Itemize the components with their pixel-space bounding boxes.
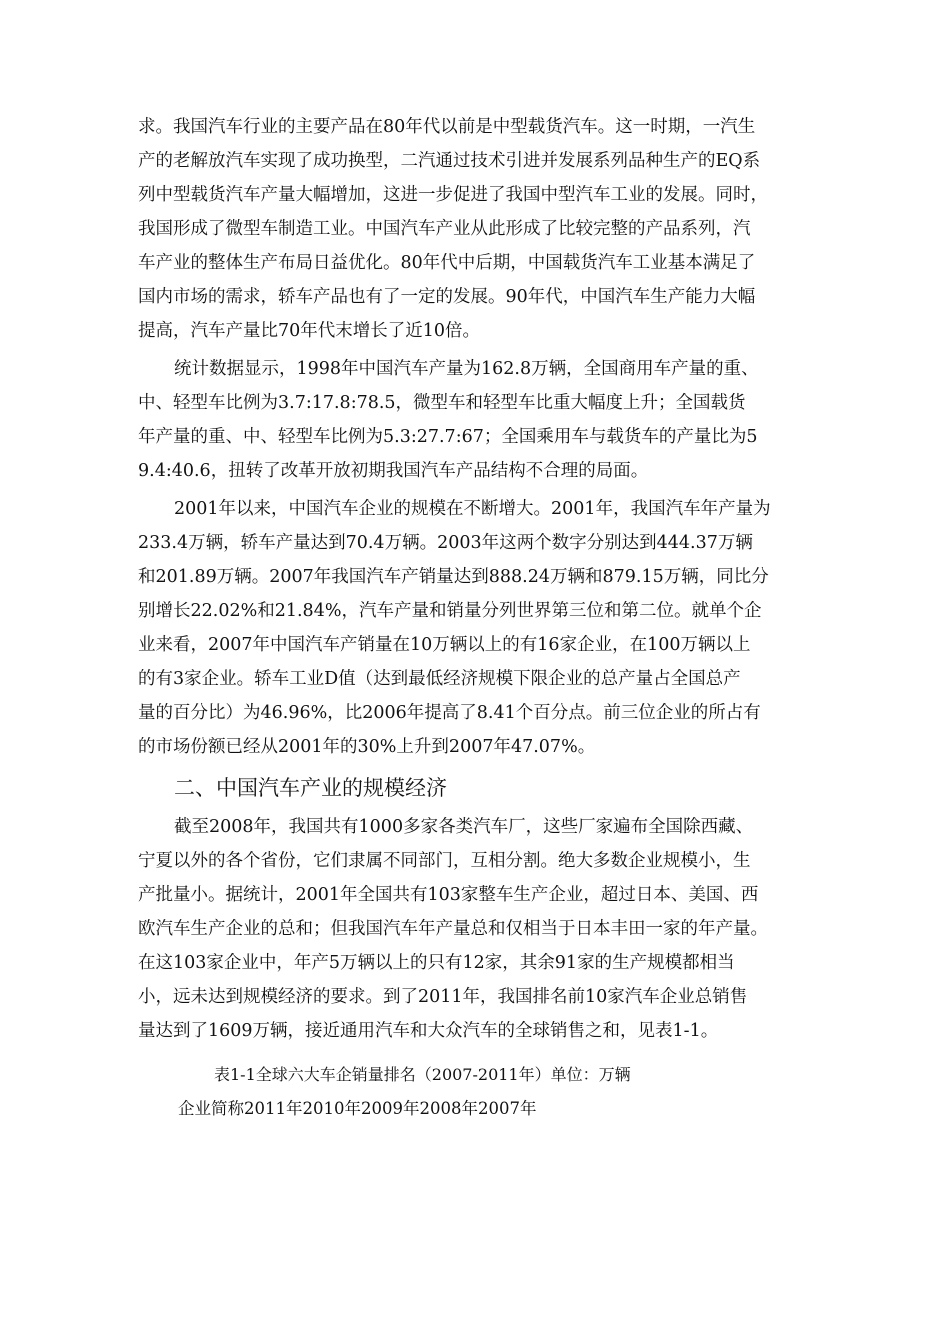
paragraph-line: 列中型载货汽车产量大幅增加，这进一步促进了我国中型汽车工业的发展。同时， (138, 185, 768, 205)
paragraph-line: 中、轻型车比例为3.7:17.8:78.5，微型车和轻型车比重大幅度上升；全国载货 (138, 393, 746, 413)
paragraph-line: 别增长22.02%和21.84%，汽车产量和销量分列世界第三位和第二位。就单个企 (138, 601, 762, 621)
paragraph-line: 产的老解放汽车实现了成功换型，二汽通过技术引进并发展系列品种生产的EQ系 (138, 151, 761, 171)
paragraph-line: 宁夏以外的各个省份，它们隶属不同部门，互相分割。绝大多数企业规模小，生 (138, 851, 751, 871)
paragraph-line: 业来看，2007年中国汽车产销量在10万辆以上的有16家企业，在100万辆以上 (138, 635, 751, 655)
paragraph-line: 233.4万辆，轿车产量达到70.4万辆。2003年这两个数字分别达到444.37万辆 (138, 533, 753, 553)
table-caption: 表1-1全球六大车企销量排名（2007-2011年）单位：万辆 (214, 1065, 631, 1084)
section-heading: 二、中国汽车产业的规模经济 (174, 776, 447, 800)
paragraph-line: 9.4:40.6，扭转了改革开放初期我国汽车产品结构不合理的局面。 (138, 461, 649, 481)
table-header-row: 企业简称2011年2010年2009年2008年2007年 (178, 1099, 537, 1118)
paragraph-scale-economy (138, 810, 828, 1048)
paragraph-line: 国内市场的需求，轿车产品也有了一定的发展。90年代，中国汽车生产能力大幅 (138, 287, 756, 307)
paragraph-line: 截至2008年，我国共有1000多家各类汽车厂，这些厂家遍布全国除西藏、 (174, 817, 754, 837)
paragraph-line: 2001年以来，中国汽车企业的规模在不断增大。2001年，我国汽车年产量为 (174, 499, 771, 519)
paragraph-line: 年产量的重、中、轻型车比例为5.3:27.7:67；全国乘用车与载货车的产量比为5 (138, 427, 758, 447)
paragraph-growth-2001 (138, 492, 828, 764)
paragraph-line: 量达到了1609万辆，接近通用汽车和大众汽车的全球销售之和，见表1-1。 (138, 1021, 719, 1041)
paragraph-line: 求。我国汽车行业的主要产品在80年代以前是中型载货汽车。这一时期，一汽生 (138, 117, 756, 137)
paragraph-line: 产批量小。据统计，2001年全国共有103家整车生产企业，超过日本、美国、西 (138, 885, 759, 905)
paragraph-line: 在这103家企业中，年产5万辆以上的只有12家，其余91家的生产规模都相当 (138, 953, 735, 973)
paragraph-line: 我国形成了微型车制造工业。中国汽车产业从此形成了比较完整的产品系列，汽 (138, 219, 751, 239)
paragraph-line: 车产业的整体生产布局日益优化。80年代中后期，中国载货汽车工业基本满足了 (138, 253, 756, 273)
paragraph-line: 量的百分比）为46.96%，比2006年提高了8.41个百分点。前三位企业的所占有 (138, 703, 761, 723)
document-body (138, 110, 828, 1126)
paragraph-line: 小，远未达到规模经济的要求。到了2011年，我国排名前10家汽车企业总销售 (138, 987, 748, 1007)
paragraph-line: 和201.89万辆。2007年我国汽车产销量达到888.24万辆和879.15万辆，同比分 (138, 567, 769, 587)
paragraph-line: 的有3家企业。轿车工业D值（达到最低经济规模下限企业的总产量占全国总产 (138, 669, 741, 689)
paragraph-history (138, 110, 828, 348)
paragraph-statistics-1998 (138, 352, 828, 488)
paragraph-line: 提高，汽车产量比70年代末增长了近10倍。 (138, 321, 481, 341)
paragraph-line: 的市场份额已经从2001年的30%上升到2007年47.07%。 (138, 737, 596, 757)
paragraph-line: 欧汽车生产企业的总和；但我国汽车年产量总和仅相当于日本丰田一家的年产量。 (138, 919, 768, 939)
paragraph-line: 统计数据显示，1998年中国汽车产量为162.8万辆，全国商用车产量的重、 (174, 359, 759, 379)
